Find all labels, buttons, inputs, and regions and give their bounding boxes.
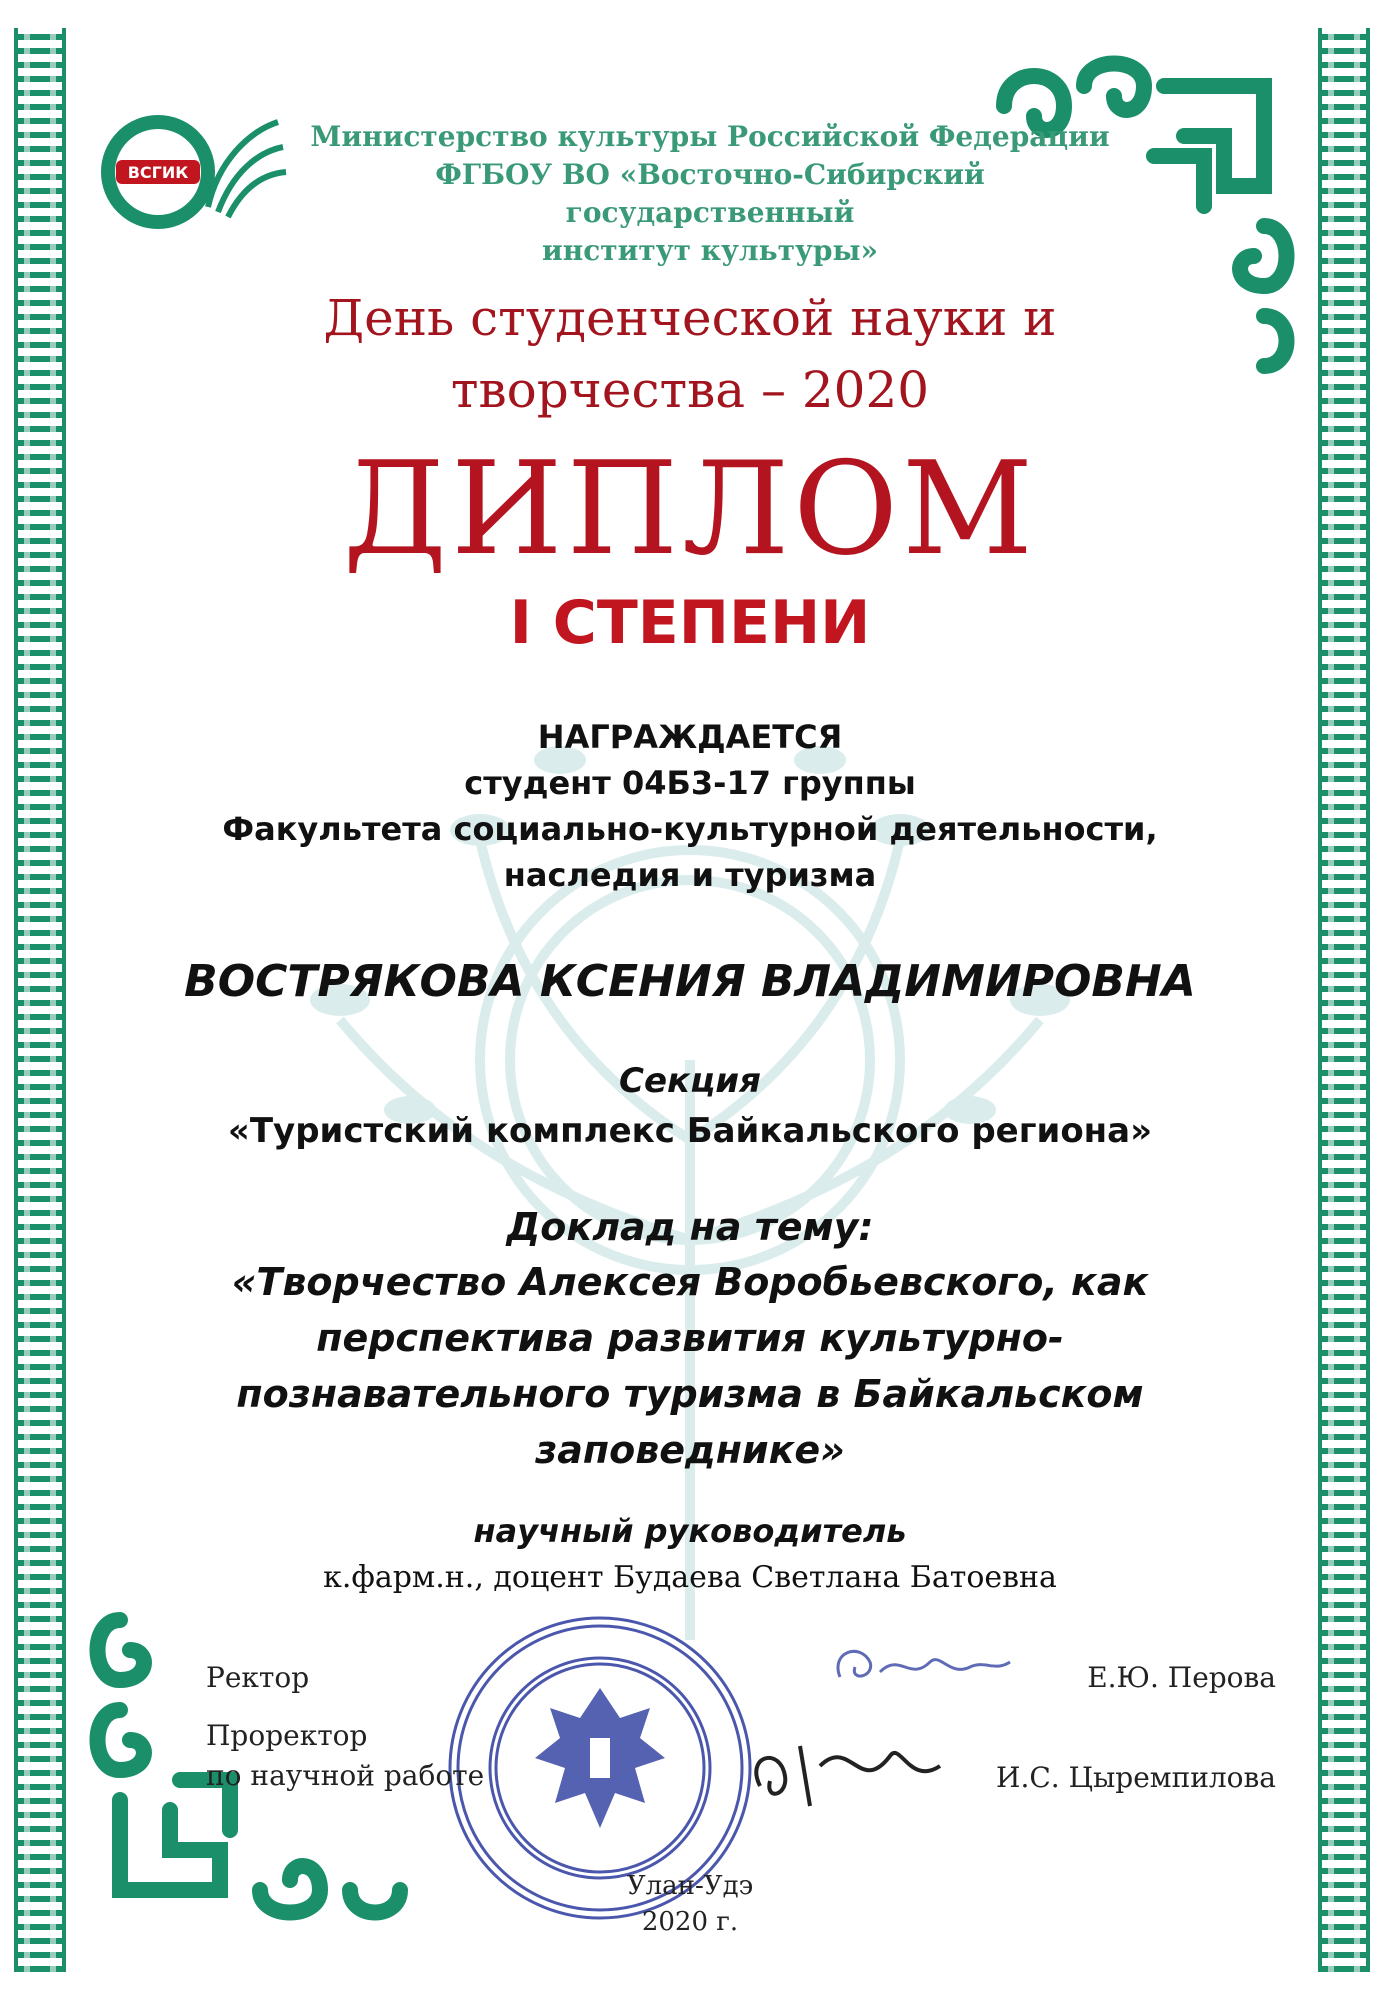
prorector-label-line-2: по научной работе	[206, 1759, 485, 1792]
prorector-signature	[740, 1716, 960, 1826]
section-label: Секция	[619, 1061, 761, 1101]
ministry-header	[300, 118, 1120, 270]
institute-logo	[98, 112, 288, 232]
supervisor-label: научный руководитель	[473, 1512, 907, 1550]
ministry-line-3: институт культуры»	[541, 234, 879, 267]
rector-name: Е.Ю. Перова	[1087, 1661, 1276, 1694]
report-topic-line-2: перспектива развития культурно-	[316, 1316, 1064, 1360]
supervisor-name: к.фарм.н., доцент Будаева Светлана Батоевна	[323, 1560, 1057, 1595]
event-title	[180, 282, 1200, 426]
report-topic-line-3: познавательного туризма в Байкальском	[236, 1372, 1144, 1416]
award-line-1: НАГРАЖДАЕТСЯ	[537, 718, 843, 756]
award-line-4: наследия и туризма	[503, 856, 877, 894]
ministry-line-2: ФГБОУ ВО «Восточно-Сибирский государственный	[435, 158, 985, 229]
award-line-3: Факультета социально-культурной деятельности,	[222, 810, 1158, 848]
right-border-frame	[1318, 28, 1370, 1972]
prorector-label	[206, 1716, 484, 1796]
rector-signature	[820, 1632, 1020, 1702]
ministry-line-1: Министерство культуры Российской Федерации	[310, 120, 1110, 153]
logo-text: ВСГИК	[127, 163, 189, 182]
prorector-label-line-1: Проректор	[206, 1719, 368, 1752]
award-block	[140, 714, 1240, 898]
event-title-line-2: творчества – 2020	[450, 361, 930, 419]
student-name: ВОСТРЯКОВА КСЕНИЯ ВЛАДИМИРОВНА	[184, 956, 1196, 1007]
footer-year: 2020 г.	[641, 1907, 739, 1937]
prorector-name: И.С. Цыремпилова	[996, 1761, 1276, 1794]
diploma-title: ДИПЛОМ	[342, 435, 1038, 584]
diploma-degree: I СТЕПЕНИ	[509, 588, 871, 658]
report-topic	[150, 1254, 1230, 1478]
event-title-line-1: День студенческой науки и	[323, 289, 1057, 347]
report-topic-line-1: «Творчество Алексея Воробьевского, как	[231, 1260, 1149, 1304]
left-border-frame	[14, 28, 66, 1972]
award-line-2: студент 04Б3-17 группы	[464, 764, 916, 802]
report-topic-line-4: заповеднике»	[535, 1428, 845, 1472]
section-name: «Туристский комплекс Байкальского региона»	[227, 1111, 1153, 1151]
footer-city: Улан-Удэ	[626, 1871, 754, 1901]
report-label: Доклад на тему:	[506, 1205, 874, 1249]
footer-city-year	[560, 1868, 820, 1940]
rector-label: Ректор	[206, 1661, 310, 1694]
